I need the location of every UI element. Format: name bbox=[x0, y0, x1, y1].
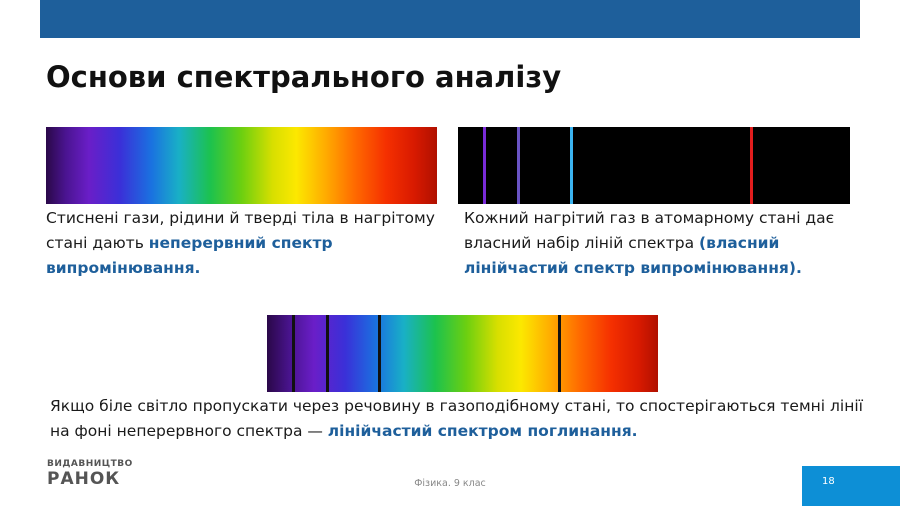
emission-line-3 bbox=[570, 127, 573, 204]
absorption-line-2 bbox=[326, 315, 329, 392]
slide-title: Основи спектрального аналізу bbox=[46, 60, 562, 94]
absorption-line-3 bbox=[378, 315, 381, 392]
absorption-spectrum bbox=[267, 315, 658, 392]
absorption-line-4 bbox=[558, 315, 561, 392]
caption-text: Якщо біле світло пропускати через речовину в газоподібному стані, то спостерігаються темні лінії на фоні неперервного спектра — bbox=[50, 397, 863, 440]
footer-subject: Фізика. 9 клас bbox=[414, 478, 486, 489]
page-number-box bbox=[802, 466, 900, 506]
emission-line-1 bbox=[483, 127, 486, 204]
emission-line-4 bbox=[750, 127, 753, 204]
continuous-spectrum bbox=[46, 127, 437, 204]
caption-highlight: неперервний спектр випромінювання. bbox=[46, 234, 333, 277]
publisher-name: РАНОК bbox=[47, 469, 121, 489]
absorption-spectrum-caption bbox=[50, 394, 880, 444]
caption-text: Стиснені гази, рідини й тверді тіла в нагрітому стані дають bbox=[46, 209, 435, 252]
caption-text: Кожний нагрітий газ в атомарному стані дає власний набір ліній спектра bbox=[464, 209, 835, 252]
publisher-logo bbox=[47, 460, 133, 488]
emission-line-2 bbox=[517, 127, 520, 204]
absorption-line-1 bbox=[292, 315, 295, 392]
continuous-spectrum-caption bbox=[46, 206, 446, 281]
emission-spectrum bbox=[458, 127, 850, 204]
header-bar bbox=[40, 0, 860, 38]
emission-spectrum-caption bbox=[464, 206, 884, 281]
page-number: 18 bbox=[822, 476, 835, 487]
caption-highlight: лінійчастий спектром поглинання. bbox=[327, 422, 638, 440]
caption-highlight: (власний лінійчастий спектр випромінювання). bbox=[464, 234, 802, 277]
publisher-label: ВИДАВНИЦТВО bbox=[47, 459, 133, 469]
